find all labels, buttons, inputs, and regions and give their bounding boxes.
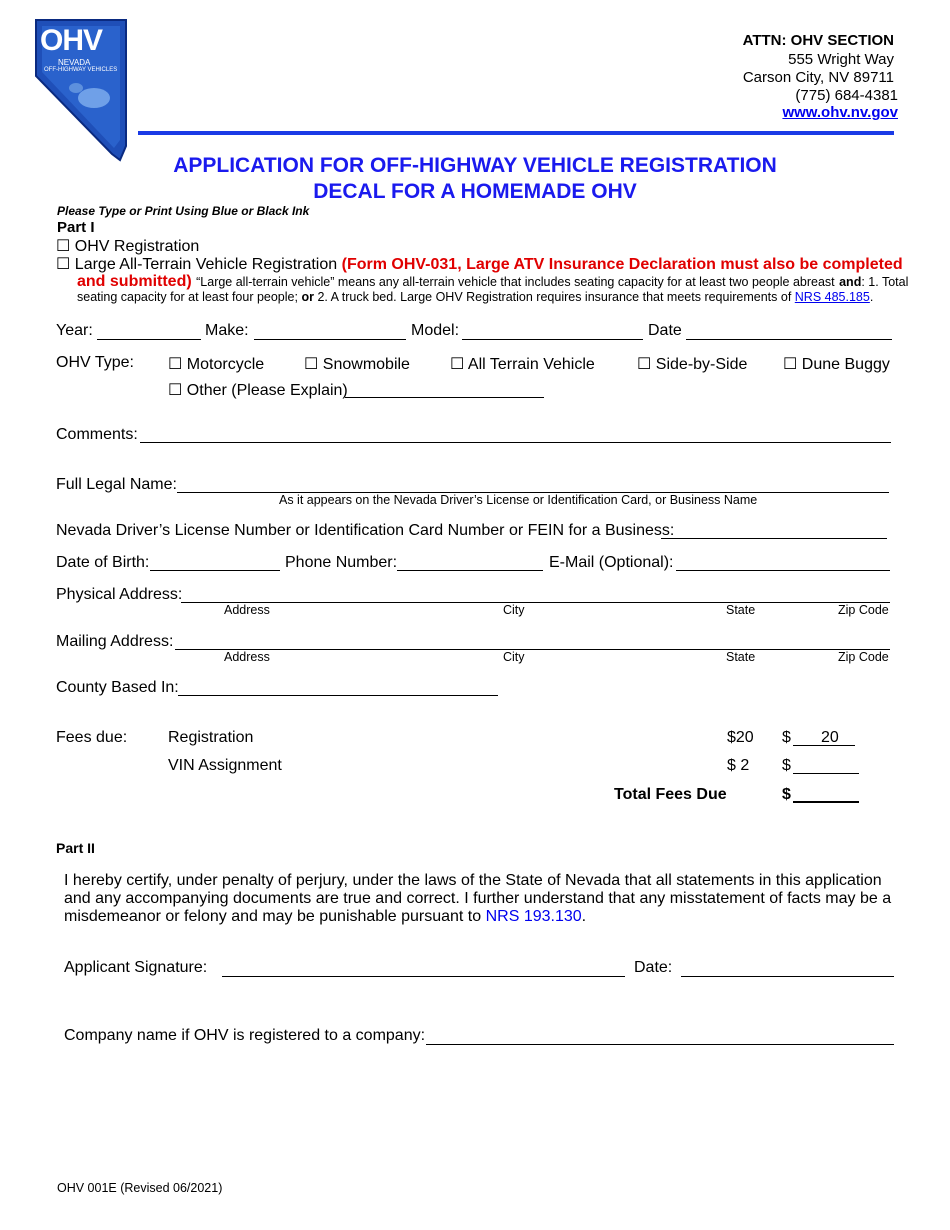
form-number: OHV 001E (Revised 06/2021) — [57, 1181, 223, 1195]
county-label: County Based In: — [56, 679, 179, 696]
ohv-registration-label: OHV Registration — [74, 238, 200, 255]
physical-address-caption: Address — [224, 603, 270, 617]
license-field[interactable] — [661, 538, 887, 539]
physical-city-caption: City — [503, 603, 525, 617]
logo-abbr: OHV — [40, 24, 103, 57]
definition-text-a: “Large all-terrain vehicle” means any all-terrain vehicle that includes seating capacity for at least two people abreast — [196, 275, 835, 289]
date-field[interactable] — [686, 339, 892, 340]
checkbox-icon[interactable]: ☐ — [783, 356, 798, 373]
comments-label: Comments: — [56, 426, 138, 443]
registration-fee-label: Registration — [168, 729, 254, 746]
ohv-registration-option[interactable] — [56, 236, 199, 256]
large-atv-label: Large All-Terrain Vehicle Registration — [74, 256, 338, 273]
total-dollar: $ — [782, 786, 791, 803]
definition-text-c: seating capacity for at least four people; — [77, 290, 298, 304]
checkbox-icon[interactable]: ☐ — [56, 238, 71, 255]
phone-label: Phone Number: — [285, 554, 398, 571]
logo-subtitle: OFF-HIGHWAY VEHICLES — [44, 67, 118, 73]
ink-instruction: Please Type or Print Using Blue or Black Ink — [57, 204, 310, 218]
type-other-label: Other (Please Explain) — [186, 382, 348, 399]
registration-fee-value[interactable]: 20 — [821, 729, 839, 746]
type-motorcycle-option[interactable] — [168, 354, 264, 374]
checkbox-icon[interactable]: ☐ — [304, 356, 319, 373]
definition-end: . — [869, 290, 874, 304]
part1-heading: Part I — [57, 219, 95, 236]
make-field[interactable] — [254, 339, 406, 340]
form-title-line2: DECAL FOR A HOMEMADE OHV — [313, 180, 637, 203]
signature-date-field[interactable] — [681, 976, 894, 977]
checkbox-icon[interactable]: ☐ — [168, 382, 183, 399]
comments-field[interactable] — [140, 442, 891, 443]
vin-fee-field[interactable] — [793, 773, 859, 774]
registration-fee-amount: $20 — [727, 729, 754, 746]
checkbox-icon[interactable]: ☐ — [450, 356, 465, 373]
certification-end: . — [581, 908, 587, 925]
physical-address-label: Physical Address: — [56, 586, 183, 603]
part2-heading: Part II — [56, 840, 95, 856]
signature-date-label: Date: — [634, 959, 673, 976]
nrs-485-link[interactable]: NRS 485.185 — [794, 290, 870, 304]
registration-dollar: $ — [782, 729, 791, 746]
mailing-address-field[interactable] — [175, 649, 890, 650]
type-snowmobile-option[interactable] — [304, 354, 410, 374]
mailing-address-label: Mailing Address: — [56, 633, 174, 650]
definition-text-b: : 1. Total — [861, 275, 909, 289]
type-dune-buggy-label: Dune Buggy — [801, 356, 890, 373]
phone-field[interactable] — [397, 570, 543, 571]
type-other-option[interactable] — [168, 380, 348, 400]
ohv-type-label: OHV Type: — [56, 354, 134, 371]
model-field[interactable] — [462, 339, 643, 340]
make-label: Make: — [205, 322, 249, 339]
company-label: Company name if OHV is registered to a company: — [64, 1027, 426, 1044]
header-rule — [138, 131, 894, 135]
attn-line: ATTN: OHV SECTION — [742, 32, 894, 49]
form-title-line1: APPLICATION FOR OFF-HIGHWAY VEHICLE REGISTRATION — [173, 154, 777, 177]
physical-zip-caption: Zip Code — [838, 603, 889, 617]
signature-field[interactable] — [222, 976, 625, 977]
website-link[interactable]: www.ohv.nv.gov — [782, 104, 898, 121]
dob-label: Date of Birth: — [56, 554, 150, 571]
mailing-city-caption: City — [503, 650, 525, 664]
company-field[interactable] — [426, 1044, 894, 1045]
date-label: Date — [648, 322, 682, 339]
signature-label: Applicant Signature: — [64, 959, 208, 976]
large-atv-definition-line1 — [77, 273, 908, 291]
large-atv-notice-end: and submitted) — [77, 273, 192, 290]
fees-label: Fees due: — [56, 729, 128, 746]
type-dune-buggy-option[interactable] — [783, 354, 890, 374]
license-label: Nevada Driver’s License Number or Identification Card Number or FEIN for a Business: — [56, 522, 675, 539]
county-field[interactable] — [178, 695, 498, 696]
mailing-zip-caption: Zip Code — [838, 650, 889, 664]
total-fees-label: Total Fees Due — [614, 786, 727, 803]
vin-dollar: $ — [782, 757, 791, 774]
large-atv-definition-line2 — [77, 290, 873, 304]
year-field[interactable] — [97, 339, 201, 340]
checkbox-icon[interactable]: ☐ — [637, 356, 652, 373]
email-label: E-Mail (Optional): — [549, 554, 674, 571]
type-side-by-side-option[interactable] — [637, 354, 747, 374]
address-phone: (775) 684-4381 — [795, 87, 898, 104]
type-atv-label: All Terrain Vehicle — [467, 356, 595, 373]
address-street: 555 Wright Way — [788, 51, 894, 68]
vin-assignment-label: VIN Assignment — [168, 757, 282, 774]
definition-and: and — [839, 275, 862, 289]
definition-or: or — [301, 290, 314, 304]
checkbox-icon[interactable]: ☐ — [56, 256, 71, 273]
address-city: Carson City, NV 89711 — [742, 69, 894, 86]
physical-state-caption: State — [726, 603, 756, 617]
total-fees-field[interactable] — [793, 801, 859, 803]
nrs-193-link[interactable]: NRS 193.130 — [485, 908, 582, 925]
large-atv-option[interactable] — [56, 254, 903, 274]
type-atv-option[interactable] — [450, 354, 595, 374]
full-name-caption: As it appears on the Nevada Driver’s License or Identification Card, or Business Name — [279, 493, 758, 507]
certification-line2: and any accompanying documents are true and correct. I further understand that any misstatement of facts may be a — [64, 890, 892, 907]
ohv-logo — [32, 18, 130, 163]
logo-state: NEVADA — [58, 58, 91, 67]
mailing-address-caption: Address — [224, 650, 270, 664]
type-other-field[interactable] — [345, 397, 544, 398]
year-label: Year: — [56, 322, 93, 339]
type-snowmobile-label: Snowmobile — [322, 356, 410, 373]
registration-fee-field[interactable] — [793, 745, 855, 746]
definition-text-d: 2. A truck bed. Large OHV Registration requires insurance that meets requirements of — [317, 290, 792, 304]
type-side-by-side-label: Side-by-Side — [655, 356, 748, 373]
certification-text: misdemeanor or felony and may be punishable pursuant to — [64, 908, 482, 925]
type-motorcycle-label: Motorcycle — [186, 356, 265, 373]
email-field[interactable] — [676, 570, 890, 571]
certification-line1: I hereby certify, under penalty of perjury, under the laws of the State of Nevada that all statements in this application — [64, 872, 882, 889]
large-atv-notice: (Form OHV-031, Large ATV Insurance Declaration must also be completed — [341, 256, 903, 273]
mailing-state-caption: State — [726, 650, 756, 664]
model-label: Model: — [411, 322, 460, 339]
checkbox-icon[interactable]: ☐ — [168, 356, 183, 373]
physical-address-field[interactable] — [181, 602, 890, 603]
vin-assignment-amount: $ 2 — [727, 757, 750, 774]
certification-line3 — [64, 908, 586, 926]
full-name-label: Full Legal Name: — [56, 476, 177, 493]
dob-field[interactable] — [150, 570, 280, 571]
